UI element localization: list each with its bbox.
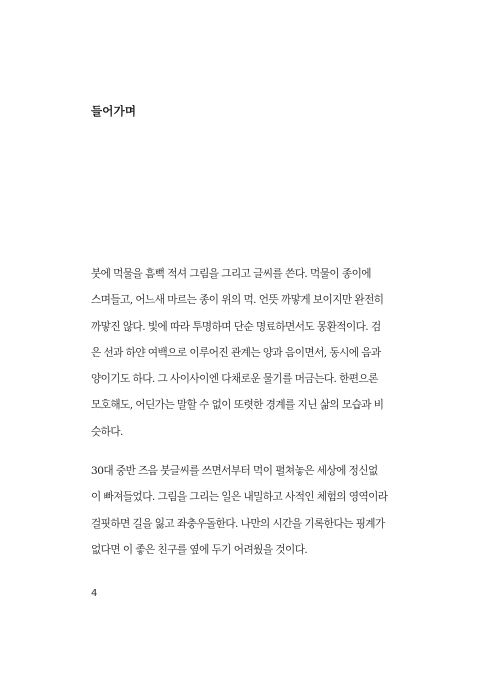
page-number: 4 <box>91 588 98 599</box>
text-line: 모호해도, 어딘가는 말할 수 없이 또렷한 경계를 지닌 삶의 모습과 비 <box>91 399 384 412</box>
text-line: 슷하다. <box>91 425 123 438</box>
text-line: 스며들고, 어느새 마르는 종이 위의 먹. 언뜻 까맣게 보이지만 완전히 <box>91 294 384 307</box>
text-line: 걸핏하면 길을 잃고 좌충우돌한다. 나만의 시간을 기록한다는 핑계가 <box>91 517 385 530</box>
paragraph-1 <box>91 261 411 445</box>
text-line: 은 선과 하얀 여백으로 이루어진 관계는 양과 음이면서, 동시에 음과 <box>91 346 381 359</box>
text-line: 붓에 먹물을 흠뻑 적셔 그림을 그리고 글씨를 쓴다. 먹물이 종이에 <box>91 268 371 280</box>
text-line: 30대 중반 즈음 붓글씨를 쓰면서부터 먹이 펼쳐놓은 세상에 정신없 <box>91 465 378 477</box>
text-line: 까맣진 않다. 빛에 따라 투명하며 단순 명료하면서도 몽환적이다. 검 <box>91 320 381 333</box>
paragraph-2 <box>91 458 411 563</box>
chapter-heading: 들어가며 <box>91 104 137 118</box>
text-line: 양이기도 하다. 그 사이사이엔 다채로운 물기를 머금는다. 한편으론 <box>91 373 378 386</box>
text-line: 이 빠져들었다. 그림을 그리는 일은 내밀하고 사적인 체험의 영역이라 <box>91 491 388 504</box>
text-line: 없다면 이 좋은 친구를 옆에 두기 어려웠을 것이다. <box>91 543 308 556</box>
